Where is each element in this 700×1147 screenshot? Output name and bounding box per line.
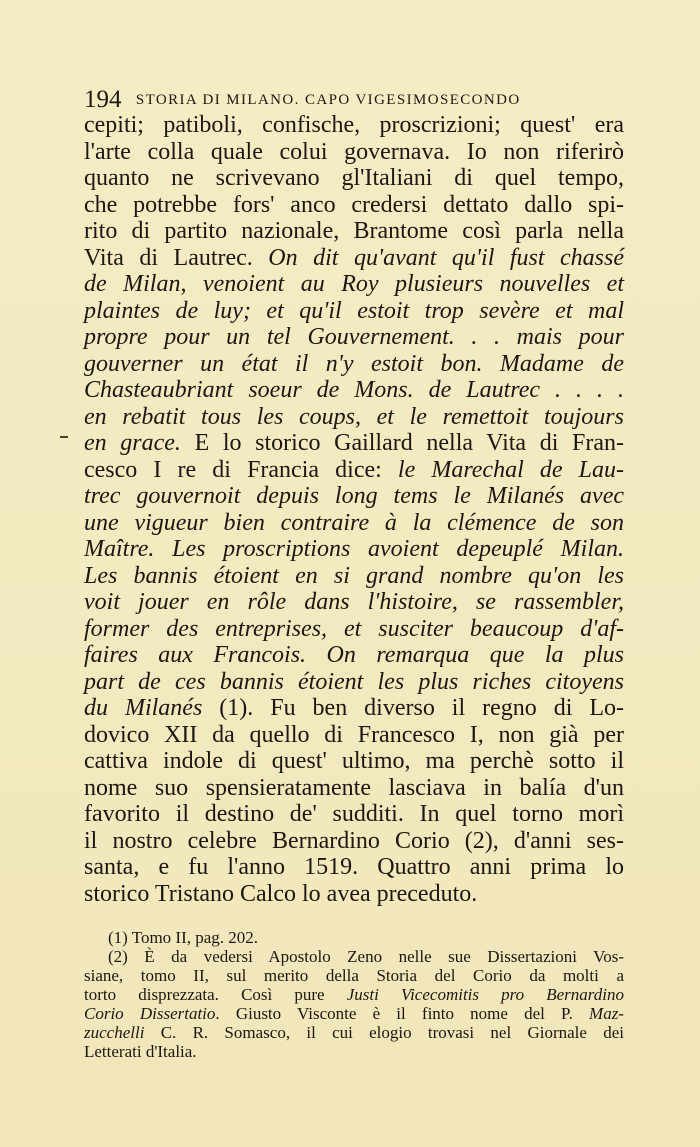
text-run: storico Tristano Calco lo avea preceduto. [84,880,478,907]
text-run: nome suo spensieratamente lasciava in balía d'un [84,774,624,801]
running-head [84,88,624,112]
text-run: (1). Fu ben diverso il regno di Lo- [202,695,624,721]
margin-mark [60,436,68,438]
text-line [84,112,624,139]
text-line [84,881,624,908]
text-line [84,828,624,855]
text-line [84,430,624,457]
italic-text: de Milan, venoient au Roy plusieurs nouvelles et [84,271,624,297]
italic-text: zucchelli [84,1023,145,1042]
italic-text: Justi Vicecomitis pro Bernardino [346,985,624,1004]
running-title: STORIA DI MILANO. CAPO VIGESIMOSECONDO [135,92,521,108]
text-line [84,298,624,325]
text-line [84,563,624,590]
footnote-line [108,928,624,947]
text-run: dovico XII da quello di Francesco I, non già per [84,721,624,748]
footnote-line [84,1042,624,1061]
text-line [84,510,624,537]
text-line [84,722,624,749]
text-line [84,377,624,404]
text-run: E lo storico Gaillard nella Vita di Fran- [180,430,624,456]
text-line [84,218,624,245]
text-run: cepiti; patiboli, confische, proscrizioni; quest' era [84,112,624,138]
text-line [84,616,624,643]
text-run: C. R. Somasco, il cui elogio trovasi nel Giornale dei [144,1023,624,1042]
text-run: rito di partito nazionale, Brantome così parla nella [84,218,624,244]
text-line [84,245,624,272]
italic-text: former des entreprises, et susciter beaucoup d'af- [84,615,624,642]
text-run: (2) È da vedersi Apostolo Zeno nelle sue Dissertazioni Vos- [108,947,624,966]
italic-text: propre pour un tel Gouvernement. . . mais pour [84,324,624,350]
text-run: che potrebbe fors' anco credersi dettato dallo spi- [84,191,624,218]
text-run: Vita di Lautrec. [84,244,269,271]
footnote-line [84,1004,624,1023]
italic-text: Corio Dissertatio [84,1004,216,1023]
footnotes [84,928,624,1061]
italic-text: du Milanés [84,695,203,721]
text-run: quanto ne scrivevano gl'Italiani di quel tempo, [84,165,624,191]
italic-text: trec gouvernoit depuis long tems le Milanés avec [84,483,624,509]
italic-text: le Marechal de Lau- [397,456,624,483]
text-run: cesco I re di Francia dice: [84,456,398,483]
italic-text: Les bannis étoient en si grand nombre qu'on les [84,562,624,589]
text-run: cattiva indole di quest' ultimo, ma perchè sotto il [84,748,624,774]
text-line [84,775,624,802]
text-run: favorito il destino de' sudditi. In quel torno morì [84,801,624,827]
italic-text: part de ces bannis étoient les plus riches citoyens [84,668,624,695]
body-text [84,112,624,907]
italic-text: en rebatit tous les coups, et le remettoit toujours [84,403,624,430]
footnote-line [84,985,624,1004]
text-line [84,642,624,669]
text-line [84,695,624,722]
text-run: siane, tomo II, sul merito della Storia del Corio da molti a [84,966,624,985]
footnote-line [84,966,624,985]
text-line [84,271,624,298]
text-line [84,854,624,881]
text-line [84,324,624,351]
text-run: torto disprezzata. Così pure [84,985,347,1004]
footnote-line [108,947,624,966]
italic-text: faires aux Francois. On remarqua que la plus [84,642,624,668]
italic-text: voit jouer en rôle dans l'histoire, se rassembler, [84,589,624,615]
text-run: l'arte colla quale colui governava. Io non riferirò [84,138,624,165]
text-line [84,351,624,378]
text-line [84,536,624,563]
text-line [84,801,624,828]
italic-text: On dit qu'avant qu'il fust chassé [268,244,624,271]
italic-text: plaintes de luy; et qu'il estoit trop sevère et mal [84,297,624,324]
italic-text: gouverner un état il n'y estoit bon. Madame de [84,350,624,377]
italic-text: une vigueur bien contraire à la clémence de son [84,509,624,536]
text-line [84,748,624,775]
text-line [84,457,624,484]
text-run: il nostro celebre Bernardino Corio (2), d'anni ses- [84,827,624,854]
text-line [84,165,624,192]
footnote-line [84,1023,624,1042]
text-run: (1) Tomo II, pag. 202. [108,928,259,947]
italic-text: Chasteaubriant soeur de Mons. de Lautrec . . . . [84,377,624,403]
text-line [84,192,624,219]
text-line [84,404,624,431]
italic-text: en grace. [84,430,181,456]
text-line [84,139,624,166]
page-number: 194 [84,86,122,113]
italic-text: Maz- [589,1004,624,1023]
italic-text: Maître. Les proscriptions avoient depeuplé Milan. [84,536,624,562]
text-line [84,589,624,616]
text-line [84,483,624,510]
text-line [84,669,624,696]
text-run: Letterati d'Italia. [84,1042,197,1061]
text-run: . Giusto Visconte è il finto nome del P. [215,1004,590,1023]
text-run: santa, e fu l'anno 1519. Quattro anni prima lo [84,854,624,880]
